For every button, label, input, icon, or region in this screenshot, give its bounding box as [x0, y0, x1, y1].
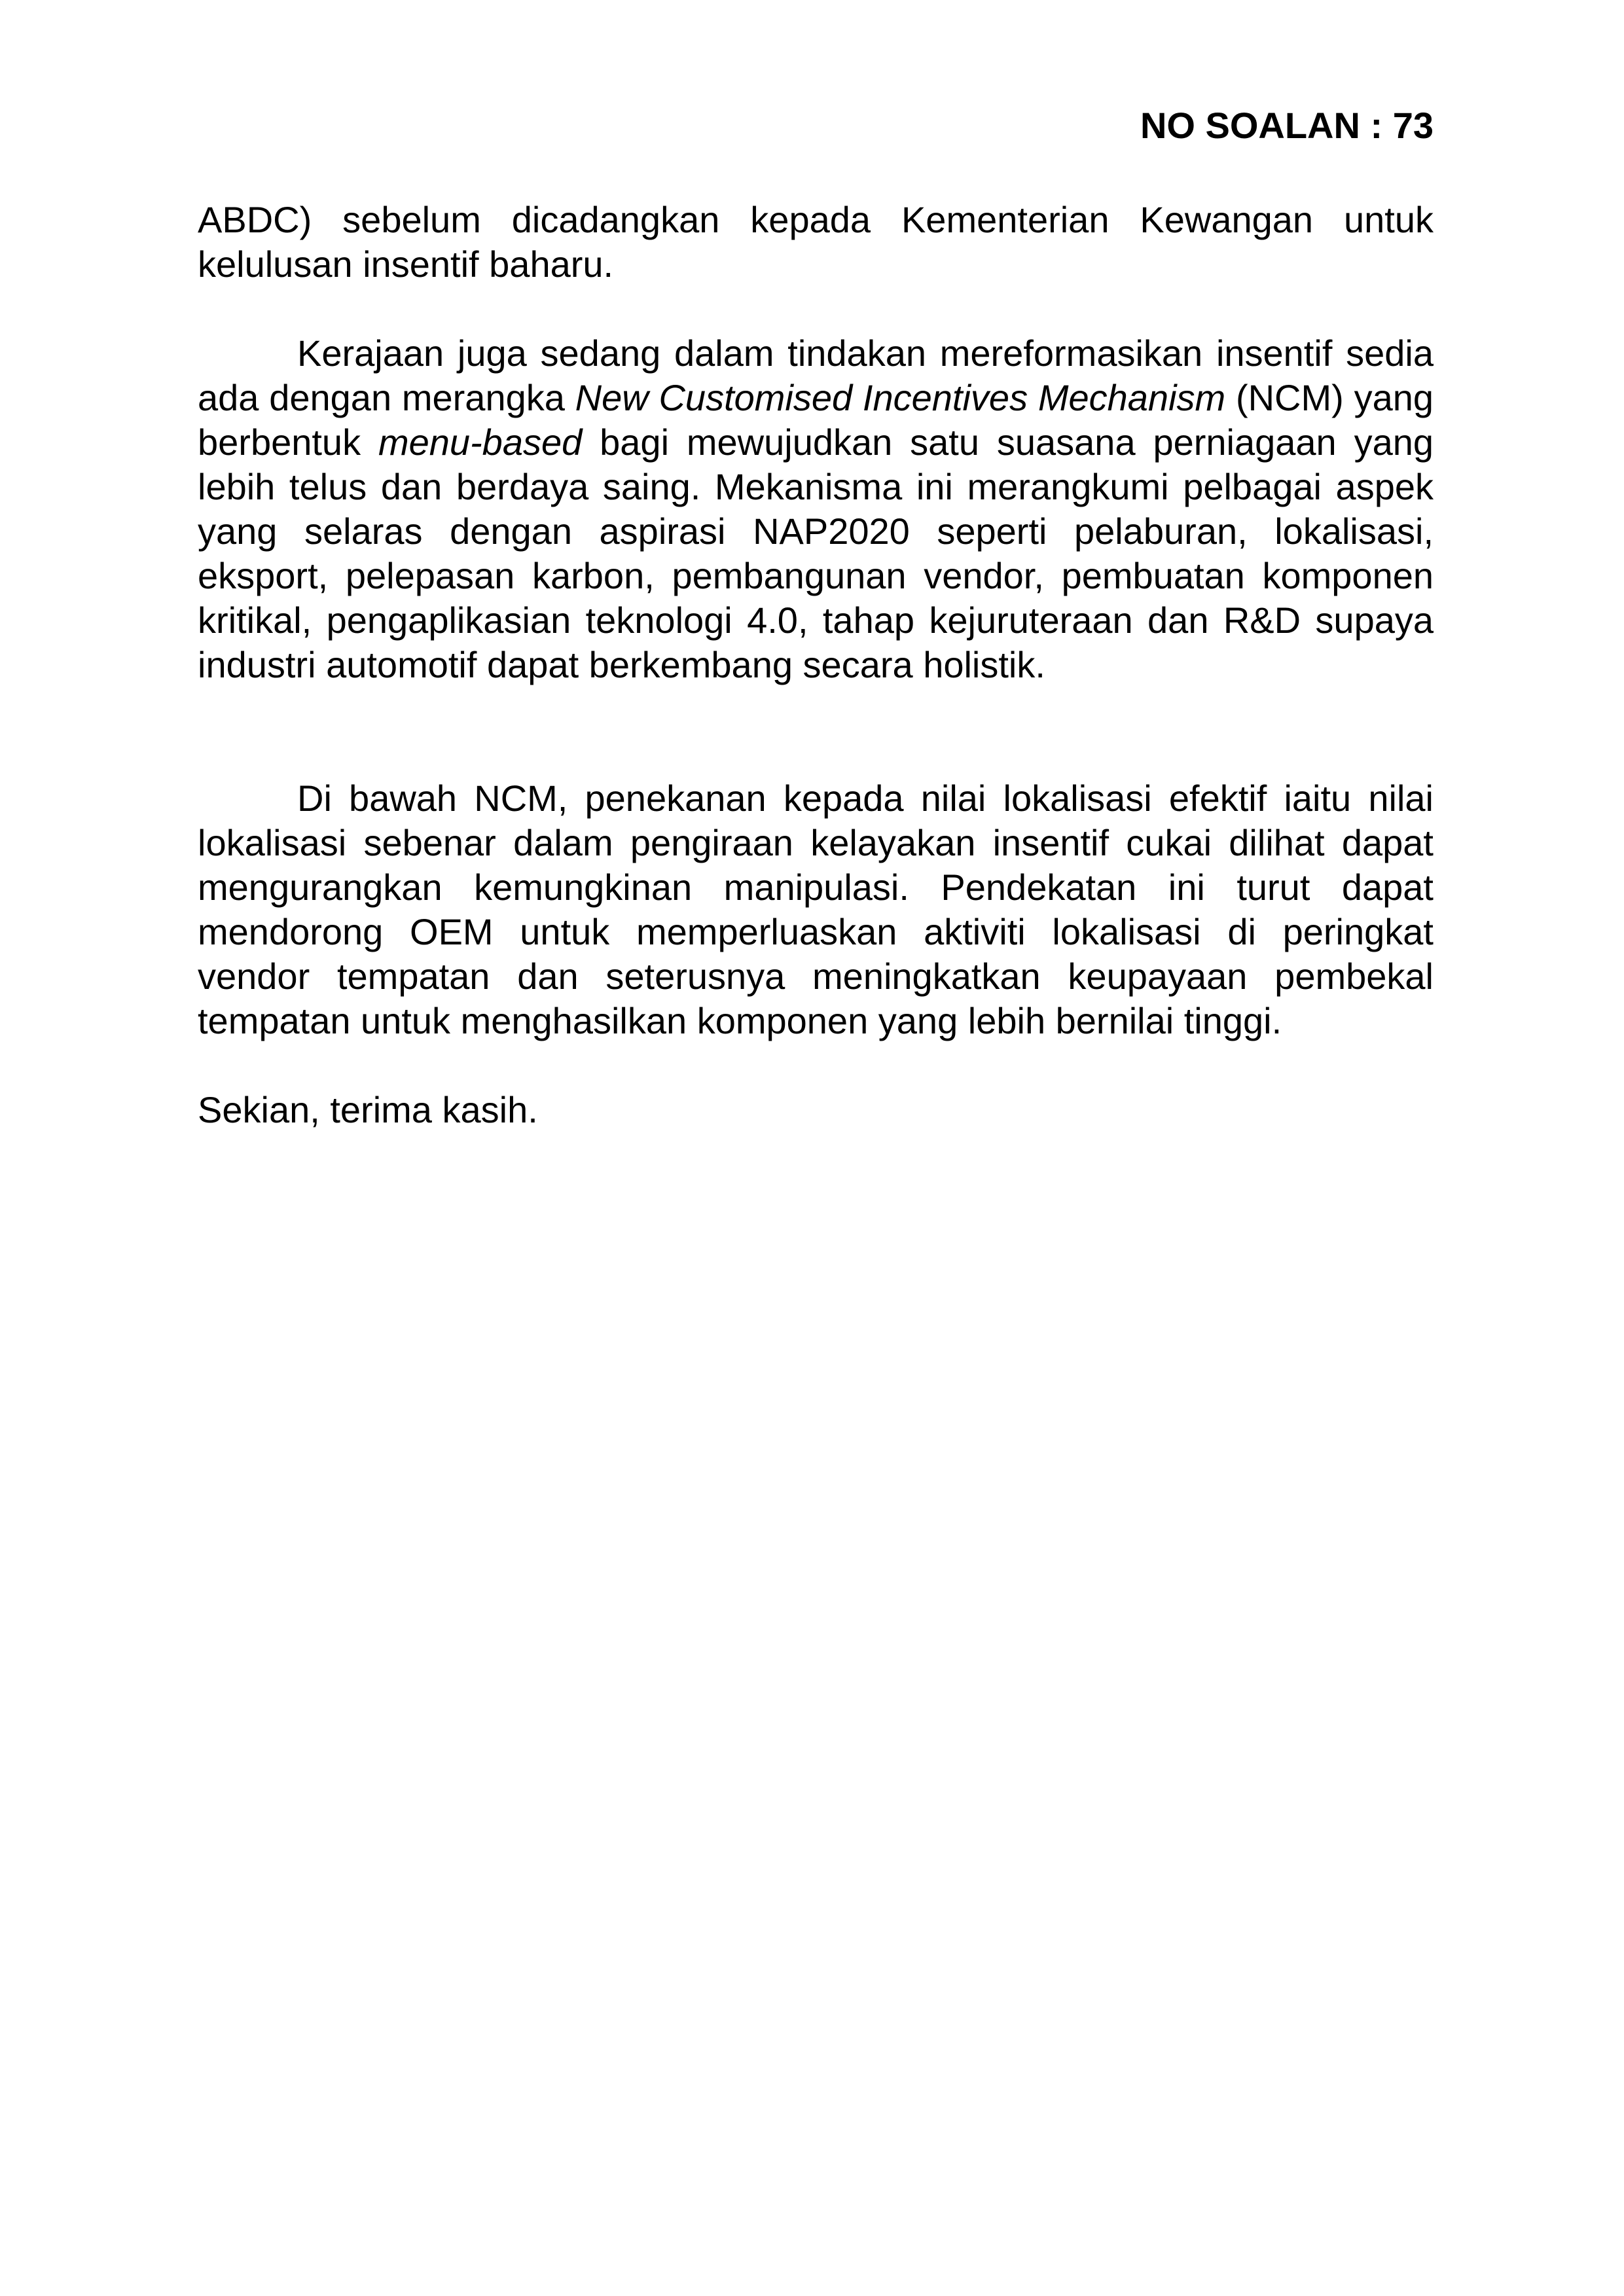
paragraph-text: Di bawah NCM, penekanan kepada nilai lokalisasi efektif iaitu nilai lokalisasi sebenar dalam pengiraan kelayakan insentif cukai dilihat dapat mengurangkan kemungkinan manipulasi. Pendekatan ini turut dapat mendorong OEM untuk memperluaskan aktiviti lokalisasi di peringkat vendor tempatan dan seterusnya meningkatkan keupayaan pembekal tempatan untuk menghasilkan komponen yang lebih bernilai tinggi. — [198, 778, 1434, 1041]
paragraph-text: bagi mewujudkan satu suasana perniagaan yang lebih telus dan berdaya saing. Mekanisma ini merangkumi pelbagai aspek yang selaras dengan aspirasi NAP2020 seperti pelaburan, lokalisasi, eksport, pelepasan karbon, pembangunan vendor, pembuatan komponen kritikal, pengaplikasian teknologi 4.0, tahap kejuruteraan dan R&D supaya industri automotif dapat berkembang secara holistik. — [198, 422, 1434, 685]
paragraph-localisation — [198, 776, 1434, 1043]
paragraph-continuation — [198, 198, 1434, 287]
paragraph-spacer — [198, 687, 1434, 776]
paragraph-text: (NCM) yang berbentuk — [198, 377, 1434, 463]
paragraph-ncm-reform — [198, 331, 1434, 687]
paragraph-spacer — [198, 1043, 1434, 1088]
paragraph-text: Kerajaan juga sedang dalam tindakan mereformasikan insentif sedia ada dengan merangka — [198, 332, 1434, 418]
closing-text: Sekian, terima kasih. — [198, 1089, 538, 1130]
question-number-header: NO SOALAN : 73 — [1140, 105, 1434, 146]
paragraph-text: ABDC) sebelum dicadangkan kepada Kementerian Kewangan untuk kelulusan insentif baharu. — [198, 199, 1434, 285]
italic-term-menu-based: menu-based — [378, 422, 583, 463]
document-body — [198, 198, 1434, 1132]
italic-term-ncm: New Customised Incentives Mechanism — [575, 377, 1226, 418]
closing-line — [198, 1088, 1434, 1132]
paragraph-spacer — [198, 287, 1434, 331]
